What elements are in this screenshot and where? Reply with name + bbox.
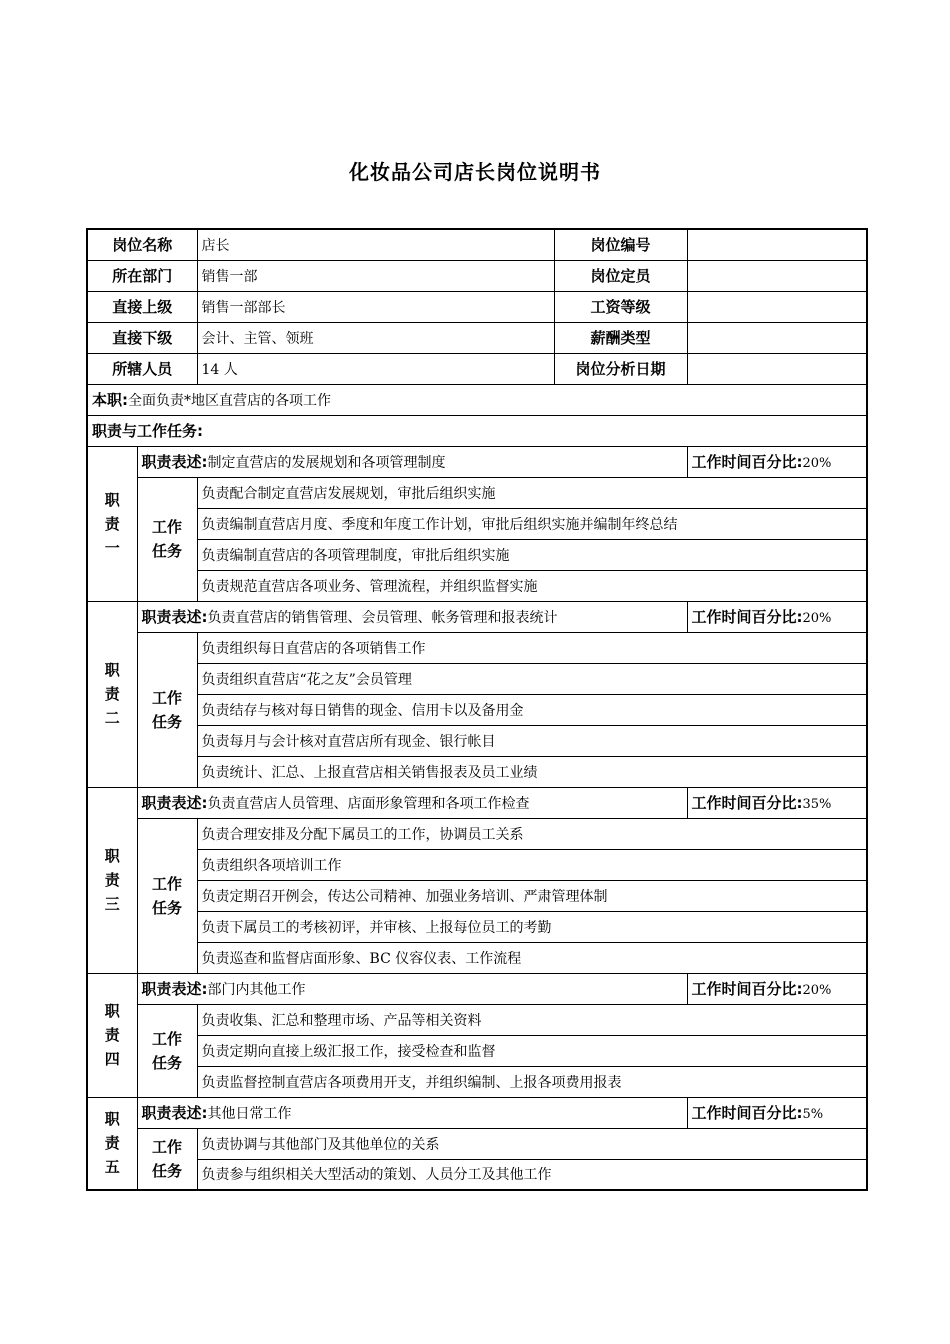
job-label: 本职: — [92, 391, 128, 409]
duty-statement — [137, 446, 687, 477]
percent-label: 工作时间百分比: — [691, 1104, 803, 1122]
duty-name-char: 职 — [104, 661, 120, 679]
task-label — [137, 477, 197, 601]
task-text: 负责巡查和监督店面形象、BC 仪容仪表、工作流程 — [197, 942, 867, 973]
info-value — [687, 260, 867, 291]
duty-name-char: 责 — [104, 1134, 120, 1153]
duty-name-char: 职 — [104, 847, 120, 865]
duty-time-percent — [687, 973, 867, 1004]
page-title: 化妆品公司店长岗位说明书 — [349, 160, 601, 184]
duty-name — [87, 446, 137, 601]
percent-value: 20% — [802, 983, 832, 998]
duty-statement — [137, 787, 687, 818]
percent-value: 20% — [802, 611, 832, 626]
duty-name-char: 四 — [104, 1050, 120, 1068]
duties-header-row — [87, 415, 867, 446]
task-text: 负责定期召开例会，传达公司精神、加强业务培训、严肃管理体制 — [197, 880, 867, 911]
info-value — [687, 322, 867, 353]
task-row — [87, 756, 867, 787]
task-text: 负责协调与其他部门及其他单位的关系 — [197, 1128, 867, 1159]
task-label-line: 工作 — [152, 874, 183, 893]
task-row — [87, 663, 867, 694]
statement-text: 其他日常工作 — [207, 1106, 292, 1122]
statement-label: 职责表述: — [141, 1104, 208, 1122]
task-label-line: 任务 — [152, 712, 183, 731]
task-label-line: 任务 — [152, 542, 183, 560]
task-row — [87, 880, 867, 911]
info-row — [87, 353, 867, 384]
duty-name-char: 三 — [104, 895, 120, 913]
task-row — [87, 1159, 867, 1190]
info-value — [687, 353, 867, 384]
duty-statement-row — [87, 973, 867, 1004]
task-row — [87, 694, 867, 725]
duty-statement — [137, 1097, 687, 1128]
statement-label: 职责表述: — [141, 794, 208, 812]
info-label: 岗位名称 — [87, 229, 197, 260]
info-label: 直接下级 — [87, 322, 197, 353]
info-label: 岗位分析日期 — [554, 353, 687, 384]
task-row — [87, 508, 867, 539]
duty-name-char: 二 — [104, 709, 120, 727]
duty-name-char: 职 — [104, 490, 120, 509]
task-text: 负责监督控制直营店各项费用开支，并组织编制、上报各项费用报表 — [197, 1066, 867, 1097]
task-label — [137, 1004, 197, 1097]
task-text: 负责统计、汇总、上报直营店相关销售报表及员工业绩 — [197, 756, 867, 787]
duty-statement — [137, 601, 687, 632]
info-value: 店长 — [197, 229, 554, 260]
percent-label: 工作时间百分比: — [691, 453, 803, 471]
task-row — [87, 1035, 867, 1066]
info-label: 岗位编号 — [554, 229, 687, 260]
task-text: 负责编制直营店的各项管理制度，审批后组织实施 — [197, 539, 867, 570]
info-label: 岗位定员 — [554, 260, 687, 291]
task-text: 负责规范直营店各项业务、管理流程，并组织监督实施 — [197, 570, 867, 601]
info-row — [87, 260, 867, 291]
duty-statement — [137, 973, 687, 1004]
task-text: 负责组织各项培训工作 — [197, 849, 867, 880]
task-label — [137, 1128, 197, 1190]
percent-label: 工作时间百分比: — [691, 794, 803, 812]
statement-label: 职责表述: — [141, 453, 208, 471]
duty-name-char: 一 — [104, 538, 120, 557]
duty-name — [87, 973, 137, 1097]
task-text: 负责收集、汇总和整理市场、产品等相关资料 — [197, 1004, 867, 1035]
info-value: 会计、主管、领班 — [197, 322, 554, 353]
task-text: 负责每月与会计核对直营店所有现金、银行帐目 — [197, 725, 867, 756]
duty-name-char: 责 — [104, 514, 120, 533]
info-label: 所在部门 — [87, 260, 197, 291]
duty-time-percent — [687, 601, 867, 632]
percent-value: 5% — [802, 1107, 824, 1122]
info-label: 薪酬类型 — [554, 322, 687, 353]
task-label-line: 任务 — [152, 1053, 183, 1072]
statement-text: 制定直营店的发展规划和各项管理制度 — [207, 455, 446, 471]
duty-name-char: 责 — [104, 871, 120, 889]
task-label — [137, 632, 197, 787]
statement-text: 负责直营店的销售管理、会员管理、帐务管理和报表统计 — [207, 610, 558, 626]
percent-value: 35% — [802, 797, 832, 812]
duty-name — [87, 787, 137, 973]
duty-time-percent — [687, 1097, 867, 1128]
duty-statement-row — [87, 1097, 867, 1128]
task-row — [87, 632, 867, 663]
duty-name-char: 职 — [104, 1002, 120, 1020]
task-text: 负责编制直营店月度、季度和年度工作计划，审批后组织实施并编制年终总结 — [197, 508, 867, 539]
duty-statement-row — [87, 601, 867, 632]
info-row — [87, 322, 867, 353]
info-value: 销售一部部长 — [197, 291, 554, 322]
task-row — [87, 942, 867, 973]
task-text: 负责组织直营店“花之友”会员管理 — [197, 663, 867, 694]
info-label: 直接上级 — [87, 291, 197, 322]
duties-header: 职责与工作任务: — [87, 415, 867, 446]
task-row — [87, 911, 867, 942]
task-label-line: 工作 — [152, 518, 183, 536]
job-description-table — [86, 228, 868, 1191]
task-row — [87, 570, 867, 601]
info-value: 14 人 — [197, 353, 554, 384]
statement-label: 职责表述: — [141, 608, 208, 626]
info-value: 销售一部 — [197, 260, 554, 291]
task-text: 负责合理安排及分配下属员工的工作，协调员工关系 — [197, 818, 867, 849]
task-text: 负责结存与核对每日销售的现金、信用卡以及备用金 — [197, 694, 867, 725]
duty-name-char: 五 — [104, 1158, 120, 1177]
task-text: 负责配合制定直营店发展规划，审批后组织实施 — [197, 477, 867, 508]
task-label-line: 任务 — [152, 898, 183, 917]
task-text: 负责参与组织相关大型活动的策划、人员分工及其他工作 — [197, 1159, 867, 1190]
task-row — [87, 477, 867, 508]
job-text: 全面负责*地区直营店的各项工作 — [128, 393, 331, 409]
task-row — [87, 1066, 867, 1097]
duty-statement-row — [87, 446, 867, 477]
percent-label: 工作时间百分比: — [691, 980, 803, 998]
info-row — [87, 291, 867, 322]
task-text: 负责下属员工的考核初评，并审核、上报每位员工的考勤 — [197, 911, 867, 942]
task-label-line: 工作 — [152, 1029, 183, 1048]
task-row — [87, 539, 867, 570]
task-row — [87, 849, 867, 880]
job-row — [87, 384, 867, 415]
task-row — [87, 1128, 867, 1159]
task-label — [137, 818, 197, 973]
percent-label: 工作时间百分比: — [691, 608, 803, 626]
duty-name — [87, 1097, 137, 1190]
task-label-line: 工作 — [152, 688, 183, 707]
duty-name-char: 责 — [104, 1026, 120, 1044]
info-label: 所辖人员 — [87, 353, 197, 384]
duty-name — [87, 601, 137, 787]
task-text: 负责定期向直接上级汇报工作，接受检查和监督 — [197, 1035, 867, 1066]
task-row — [87, 818, 867, 849]
duty-time-percent — [687, 446, 867, 477]
task-row — [87, 725, 867, 756]
statement-text: 负责直营店人员管理、店面形象管理和各项工作检查 — [207, 796, 530, 812]
percent-value: 20% — [802, 456, 832, 471]
task-row — [87, 1004, 867, 1035]
info-label: 工资等级 — [554, 291, 687, 322]
task-label-line: 任务 — [152, 1161, 183, 1180]
duty-time-percent — [687, 787, 867, 818]
task-label-line: 工作 — [152, 1137, 183, 1156]
info-row — [87, 229, 867, 260]
duty-statement-row — [87, 787, 867, 818]
info-value — [687, 229, 867, 260]
info-value — [687, 291, 867, 322]
job-summary — [87, 384, 867, 415]
duty-name-char: 责 — [104, 685, 120, 703]
statement-label: 职责表述: — [141, 980, 208, 998]
task-text: 负责组织每日直营店的各项销售工作 — [197, 632, 867, 663]
duty-name-char: 职 — [104, 1110, 120, 1129]
statement-text: 部门内其他工作 — [207, 982, 306, 998]
